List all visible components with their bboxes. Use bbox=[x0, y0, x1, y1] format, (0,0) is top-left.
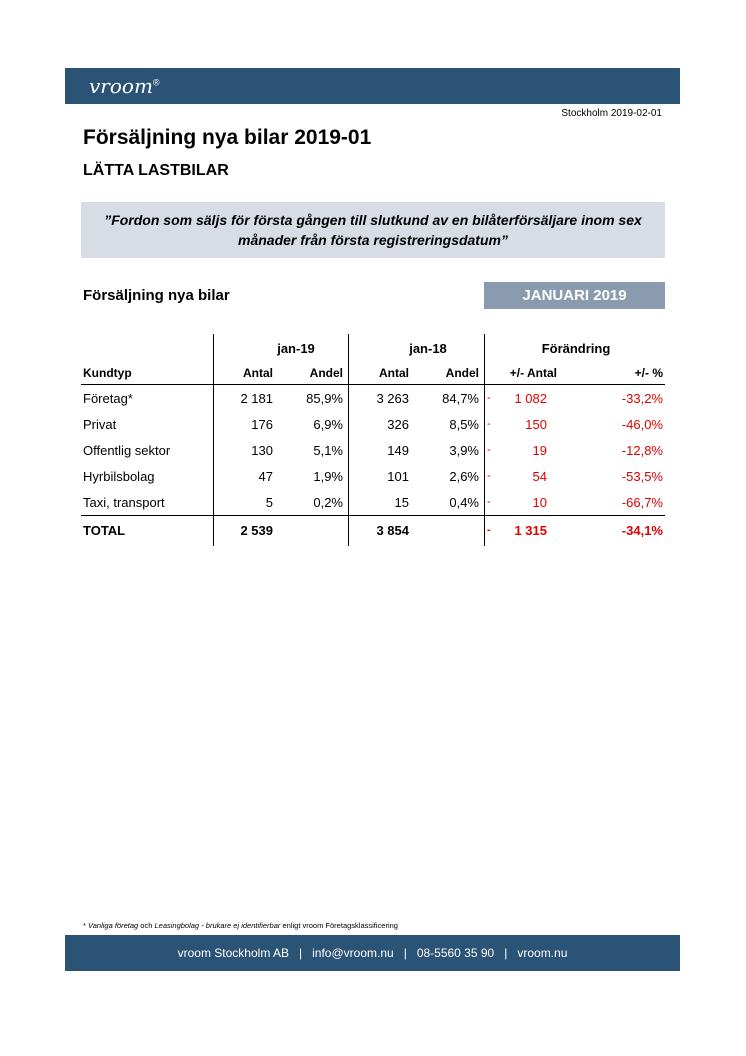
row-antal18: 101 bbox=[387, 468, 409, 484]
row-diff-antal: 1 082 bbox=[514, 390, 547, 406]
row-antal18: 15 bbox=[394, 494, 409, 510]
footnote-part1: Vanliga företag bbox=[88, 921, 139, 930]
row-antal19: 130 bbox=[251, 442, 273, 458]
footnote bbox=[83, 921, 398, 930]
row-andel18: 84,7% bbox=[442, 390, 479, 406]
page-subtitle: LÄTTA LASTBILAR bbox=[83, 162, 229, 179]
footer-web[interactable]: vroom.nu bbox=[517, 946, 568, 960]
footnote-part2: och bbox=[140, 921, 153, 930]
table-total-row bbox=[81, 515, 665, 544]
row-minus-sign: - bbox=[487, 496, 491, 508]
col-header-diff-antal: +/- Antal bbox=[509, 366, 557, 380]
quote-text: ”Fordon som säljs för första gången till slutkund av en bilåterförsäljare inom sex månader från första registreringsdatum” bbox=[104, 212, 642, 248]
total-diff-pct: -34,1% bbox=[621, 522, 663, 538]
month-badge: JANUARI 2019 bbox=[484, 282, 665, 309]
row-antal19: 176 bbox=[251, 416, 273, 432]
footer-company: vroom Stockholm AB bbox=[177, 946, 289, 960]
table-row bbox=[81, 489, 665, 515]
footer-email[interactable]: info@vroom.nu bbox=[312, 946, 394, 960]
row-minus-sign: - bbox=[487, 392, 491, 404]
footnote-star: * bbox=[83, 921, 86, 930]
col-header-diff-pct: +/- % bbox=[634, 366, 663, 380]
row-antal19: 2 181 bbox=[240, 390, 273, 406]
date-line: Stockholm 2019-02-01 bbox=[561, 108, 662, 119]
row-minus-sign: - bbox=[487, 418, 491, 430]
logo-text: vroom bbox=[89, 74, 153, 98]
row-diff-antal: 10 bbox=[532, 494, 547, 510]
vroom-logo bbox=[89, 74, 160, 98]
row-antal19: 5 bbox=[265, 494, 273, 510]
row-name: Offentlig sektor bbox=[83, 442, 171, 458]
row-andel18: 0,4% bbox=[449, 494, 479, 510]
total-antal19: 2 539 bbox=[240, 522, 273, 538]
table-row bbox=[81, 411, 665, 437]
row-diff-pct: -66,7% bbox=[621, 494, 663, 510]
total-diff-antal: 1 315 bbox=[514, 522, 547, 538]
header-bar bbox=[65, 68, 680, 104]
col-header-antal19: Antal bbox=[243, 366, 273, 380]
group-header-change: Förändring bbox=[541, 340, 611, 356]
row-antal18: 149 bbox=[387, 442, 409, 458]
group-header-jan18: jan-18 bbox=[409, 340, 447, 356]
row-diff-pct: -46,0% bbox=[621, 416, 663, 432]
row-andel18: 8,5% bbox=[449, 416, 479, 432]
row-diff-pct: -53,5% bbox=[621, 468, 663, 484]
sales-table bbox=[81, 334, 665, 544]
row-diff-pct: -33,2% bbox=[621, 390, 663, 406]
row-andel19: 5,1% bbox=[313, 442, 343, 458]
col-header-antal18: Antal bbox=[379, 366, 409, 380]
row-diff-antal: 54 bbox=[532, 468, 547, 484]
row-diff-pct: -12,8% bbox=[621, 442, 663, 458]
table-group-header bbox=[81, 334, 665, 362]
row-andel18: 3,9% bbox=[449, 442, 479, 458]
footer-separator: | bbox=[504, 946, 508, 960]
row-andel19: 0,2% bbox=[313, 494, 343, 510]
row-name: Företag* bbox=[83, 390, 133, 406]
row-diff-antal: 19 bbox=[532, 442, 547, 458]
row-name: Privat bbox=[83, 416, 117, 432]
row-name: Taxi, transport bbox=[83, 494, 165, 510]
total-label: TOTAL bbox=[83, 522, 126, 538]
row-minus-sign: - bbox=[487, 444, 491, 456]
row-andel19: 6,9% bbox=[313, 416, 343, 432]
col-header-andel19: Andel bbox=[309, 366, 343, 380]
footer-separator: | bbox=[403, 946, 407, 960]
row-andel19: 1,9% bbox=[313, 468, 343, 484]
footer-bar bbox=[65, 935, 680, 971]
table-row bbox=[81, 463, 665, 489]
footer-phone: 08-5560 35 90 bbox=[416, 946, 495, 960]
row-antal18: 326 bbox=[387, 416, 409, 432]
table-column-header bbox=[81, 362, 665, 385]
footnote-part4: enligt vroom Företagsklassificering bbox=[282, 921, 398, 930]
row-andel19: 85,9% bbox=[306, 390, 343, 406]
section-title: Försäljning nya bilar bbox=[83, 287, 230, 304]
row-andel18: 2,6% bbox=[449, 468, 479, 484]
total-antal18: 3 854 bbox=[376, 522, 409, 538]
row-antal19: 47 bbox=[258, 468, 273, 484]
row-minus-sign: - bbox=[487, 470, 491, 482]
group-header-jan19: jan-19 bbox=[277, 340, 315, 356]
footer-separator: | bbox=[299, 946, 303, 960]
footnote-part3: Leasingbolag - brukare ej identifierbar bbox=[154, 921, 281, 930]
col-header-andel18: Andel bbox=[445, 366, 479, 380]
table-row bbox=[81, 437, 665, 463]
col-header-kundtyp: Kundtyp bbox=[83, 366, 132, 380]
registered-mark: ® bbox=[152, 77, 160, 88]
row-antal18: 3 263 bbox=[376, 390, 409, 406]
row-name: Hyrbilsbolag bbox=[83, 468, 155, 484]
page-title: Försäljning nya bilar 2019-01 bbox=[83, 126, 372, 149]
total-minus-sign: - bbox=[487, 524, 491, 536]
definition-quote bbox=[81, 202, 665, 258]
table-row bbox=[81, 385, 665, 411]
row-diff-antal: 150 bbox=[525, 416, 547, 432]
